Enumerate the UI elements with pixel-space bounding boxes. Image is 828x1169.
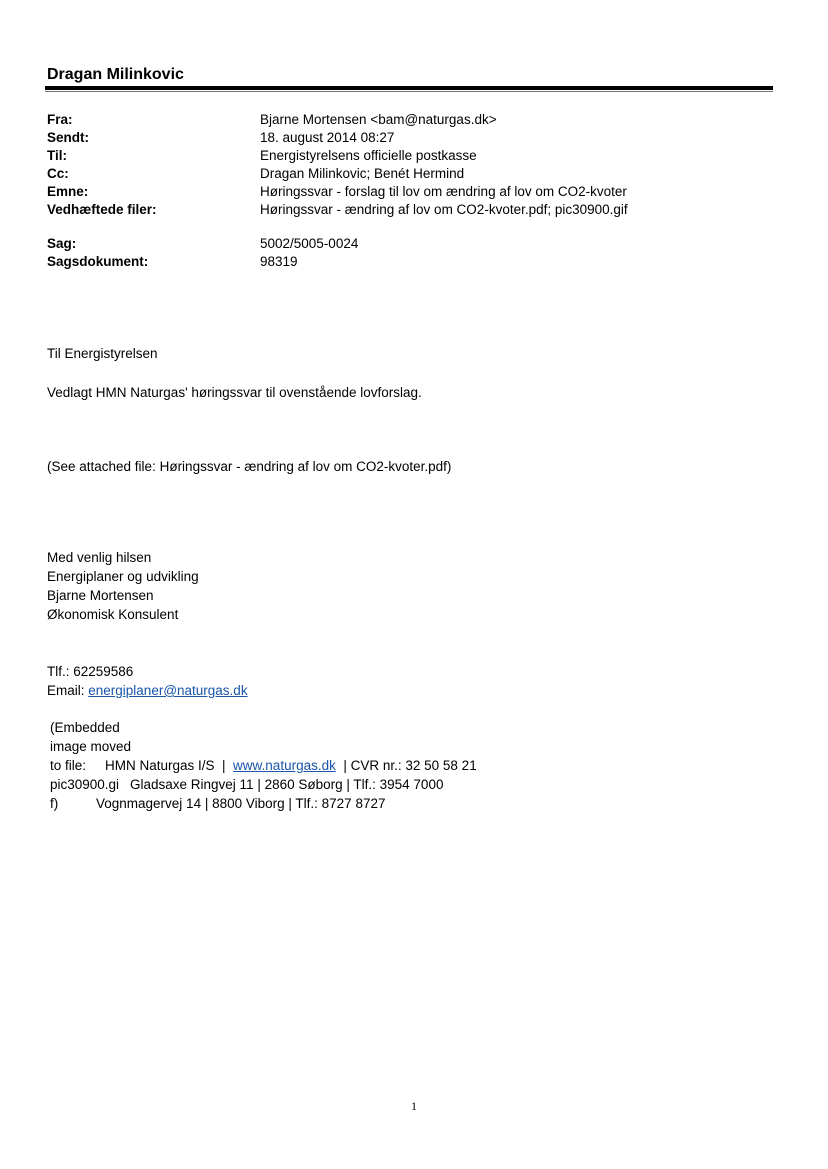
address-viborg: Vognmagervej 14 | 8800 Viborg | Tlf.: 8727 8727 [96,796,386,811]
header-value: Dragan Milinkovic; Benét Hermind [260,166,465,181]
contact-block [47,662,248,700]
header-value: 5002/5005-0024 [260,236,359,251]
embedded-image-note [50,718,477,813]
header-label: Fra: [47,112,73,127]
header-value: Høringssvar - forslag til lov om ændring af lov om CO2-kvoter [260,184,627,199]
page-number: 1 [411,1099,417,1113]
header-label: Emne: [47,184,89,199]
company-name: HMN Naturgas I/S | [105,758,234,773]
header-label: Til: [47,148,67,163]
document-owner-name: Dragan Milinkovic [47,66,184,83]
intro-text: Vedlagt HMN Naturgas' høringssvar til ovenstående lovforslag. [47,385,422,400]
header-label: Sagsdokument: [47,254,149,269]
greeting-text: Til Energistyrelsen [47,346,158,361]
header-rule [45,86,773,90]
email-link[interactable]: energiplaner@naturgas.dk [88,683,248,698]
header-value: Bjarne Mortensen <bam@naturgas.dk> [260,112,497,127]
signature-line: Energiplaner og udvikling [47,569,199,584]
header-label: Vedhæftede filer: [47,202,157,217]
header-value: Høringssvar - ændring af lov om CO2-kvoter.pdf; pic30900.gif [260,202,628,217]
header-label: Sag: [47,236,77,251]
signature-line: Bjarne Mortensen [47,588,154,603]
website-link[interactable]: www.naturgas.dk [233,758,336,773]
signature-line: Økonomisk Konsulent [47,607,179,622]
embed-line [50,737,131,756]
embed-text: image moved [50,739,132,754]
header-value: Energistyrelsens officielle postkasse [260,148,477,163]
signature-block [47,548,199,624]
embed-text: pic30900.gi [50,777,120,792]
embed-line [50,718,131,737]
email-line [47,681,248,700]
embed-text: to file: [50,758,87,773]
embed-text: (Embedded [50,720,120,735]
header-value: 98319 [260,254,298,269]
header-rule-thin [45,91,773,92]
header-label: Sendt: [47,130,89,145]
email-label: Email: [47,683,89,698]
embed-line [50,794,386,813]
phone-text: Tlf.: 62259586 [47,664,134,679]
header-value: 18. august 2014 08:27 [260,130,395,145]
embed-line [50,775,444,794]
header-label: Cc: [47,166,69,181]
address-gladsaxe: Gladsaxe Ringvej 11 | 2860 Søborg | Tlf.: 3954 7000 [130,777,444,792]
signature-line: Med venlig hilsen [47,550,152,565]
attachment-note: (See attached file: Høringssvar - ændring af lov om CO2-kvoter.pdf) [47,459,452,474]
embed-line [50,756,477,775]
embed-text: f) [50,796,59,811]
cvr-number: | CVR nr.: 32 50 58 21 [335,758,477,773]
